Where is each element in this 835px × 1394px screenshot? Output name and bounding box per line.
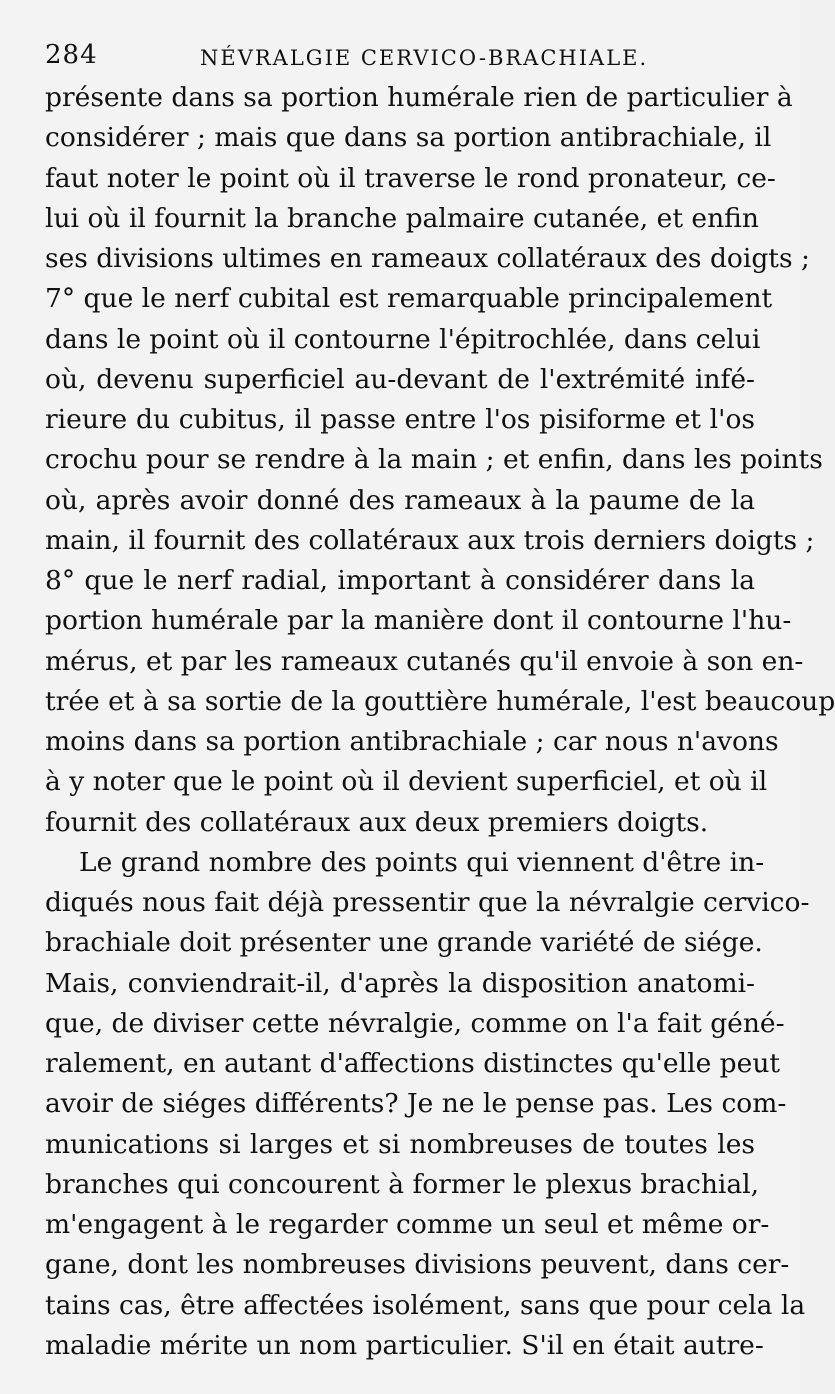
text-line: trée et à sa sortie de la gouttière humérale, l'est beaucoup (45, 685, 835, 717)
text-line: où, devenu superficiel au-devant de l'extrémité infé- (45, 363, 755, 395)
text-line: branches qui concourent à former le plexus brachial, (45, 1168, 760, 1200)
text-line: considérer ; mais que dans sa portion antibrachiale, il (45, 122, 772, 154)
text-line: m'engagent à le regarder comme un seul et même or- (45, 1209, 770, 1240)
page-number: 284 (45, 40, 98, 70)
text-line: où, après avoir donné des rameaux à la paume de la (45, 484, 755, 516)
text-line: maladie mérite un nom particulier. S'il en était autre- (45, 1329, 764, 1361)
page-header (45, 40, 755, 76)
text-line: 8° que le nerf radial, important à considérer dans la (45, 565, 755, 596)
body-text (45, 78, 835, 1366)
text-line: présente dans sa portion humérale rien de particulier à (45, 82, 793, 113)
text-line: diqués nous fait déjà pressentir que la névralgie cervico- (45, 887, 810, 918)
text-line: ralement, en autant d'affections distinctes qu'elle peut (45, 1048, 781, 1079)
text-line: crochu pour se rendre à la main ; et enfin, dans les points (45, 444, 823, 476)
text-line: faut noter le point où il traverse le rond pronateur, ce- (45, 162, 776, 194)
text-line: tains cas, être affectées isolément, sans que pour cela la (45, 1289, 806, 1321)
text-line: moins dans sa portion antibrachiale ; car nous n'avons (45, 726, 779, 757)
text-line: Mais, conviendrait-il, d'après la disposition anatomi- (45, 967, 755, 999)
text-line: dans le point où il contourne l'épitrochlée, dans celui (45, 323, 761, 355)
text-line: mérus, et par les rameaux cutanés qu'il envoie à son en- (45, 645, 804, 677)
text-line-paragraph-end: fournit des collatéraux aux deux premiers doigts. (45, 806, 709, 838)
text-line: rieure du cubitus, il passe entre l'os pisiforme et l'os (45, 404, 755, 435)
text-line: munications si larges et si nombreuses de toutes les (45, 1128, 755, 1160)
text-line: gane, dont les nombreuses divisions peuvent, dans cer- (45, 1249, 790, 1281)
text-line: main, il fournit des collatéraux aux trois derniers doigts ; (45, 524, 815, 556)
text-line: à y noter que le point où il devient superficiel, et où il (45, 766, 768, 798)
running-title: NÉVRALGIE CERVICO-BRACHIALE. (200, 46, 649, 70)
text-line: 7° que le nerf cubital est remarquable principalement (45, 283, 773, 315)
text-line: portion humérale par la manière dont il contourne l'hu- (45, 605, 792, 637)
text-line: que, de diviser cette névralgie, comme on l'a fait géné- (45, 1007, 785, 1039)
text-line-paragraph-start: Le grand nombre des points qui viennent d'être in- (79, 846, 765, 878)
text-line: ses divisions ultimes en rameaux collatéraux des doigts ; (45, 243, 810, 274)
text-line: lui où il fournit la branche palmaire cutanée, et enfin (45, 202, 759, 234)
text-line: avoir de siéges différents? Je ne le pense pas. Les com- (45, 1088, 787, 1120)
text-line: brachiale doit présenter une grande variété de siége. (45, 927, 763, 959)
